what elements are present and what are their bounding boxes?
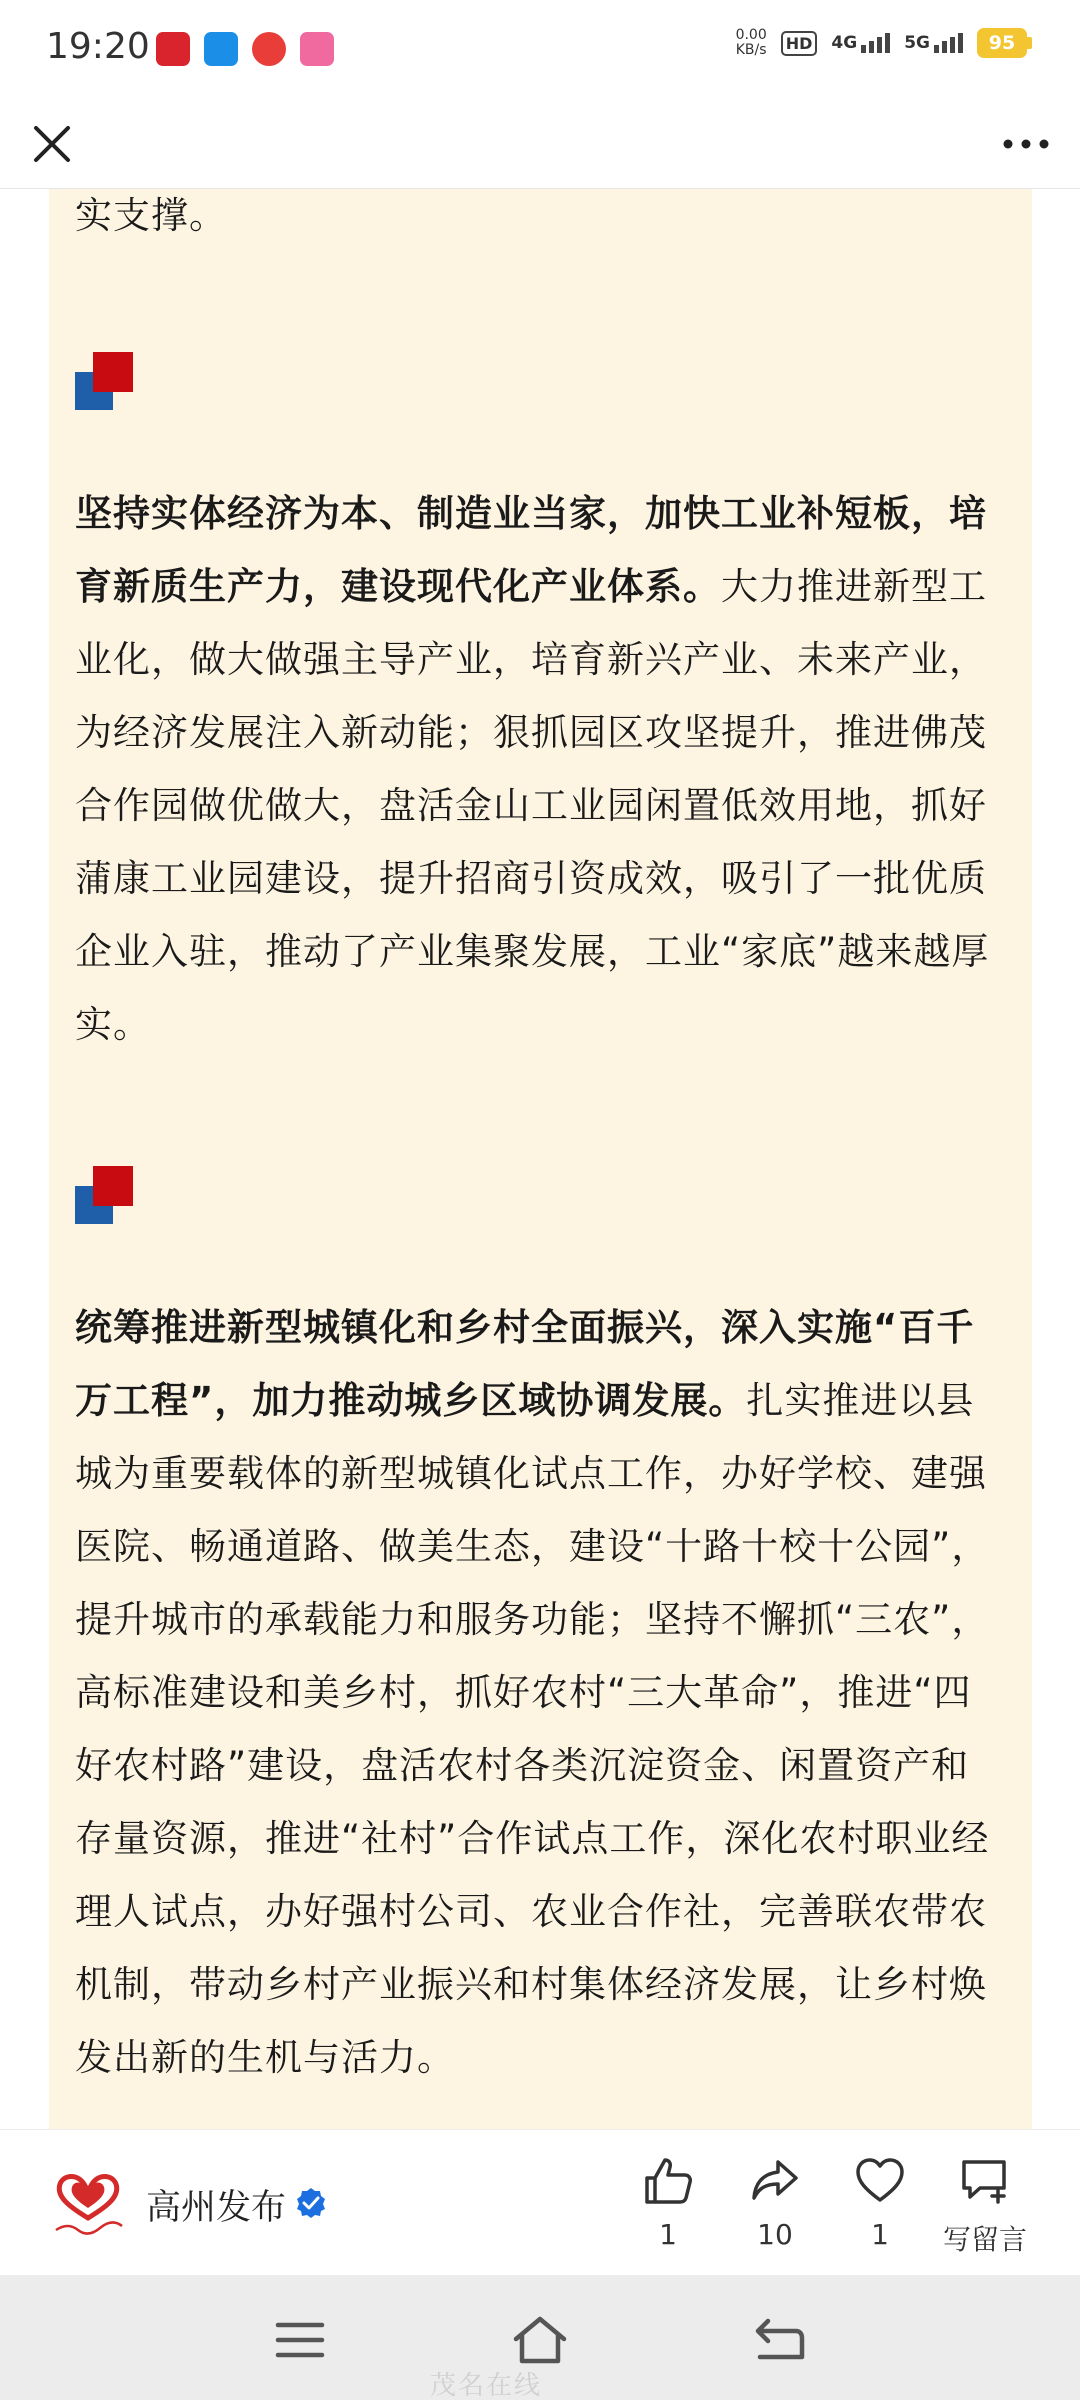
paragraph-urbanization (75, 1291, 1005, 2094)
paragraph-industry (75, 477, 1005, 1061)
paragraph-top: 实支撑。 (75, 194, 227, 237)
top-nav-bar (0, 100, 1080, 189)
status-time: 19:20 (46, 26, 150, 67)
account-name[interactable]: 高州发布 (146, 2188, 287, 2228)
hd-badge: HD (781, 31, 818, 56)
signal-4g-label: 4G (831, 33, 858, 53)
menu-icon[interactable] (270, 2313, 330, 2367)
watermark: 茂名在线 (430, 2371, 543, 2401)
heading-urbanization: 统筹推进新型城镇化和乡村全面振兴，深入实施“百千万工程”，加力推动城乡区域协调发展。 (75, 1306, 975, 1422)
net-speed-unit: KB/s (735, 42, 767, 58)
signal-5g (904, 33, 963, 53)
back-icon[interactable] (750, 2313, 810, 2367)
heart-icon (853, 2154, 907, 2208)
section-marker-icon (75, 1166, 133, 1226)
app-notification-icon (252, 32, 286, 66)
home-icon[interactable] (510, 2313, 570, 2367)
article-body (49, 189, 1032, 2129)
share-count: 10 (757, 2218, 793, 2251)
write-comment-button[interactable] (930, 2154, 1040, 2258)
body-industry: 大力推进新型工业化，做大做强主导产业，培育新兴产业、未来产业，为经济发展注入新动能；狠抓园区攻坚提升，推进佛茂合作园做优做大，盘活金山工业园闲置低效用地，抓好蒲康工业园建设，提升招商引资成效，吸引了一批优质企业入驻，推动了产业集聚发展，工业“家底”越来越厚实。 (75, 565, 990, 1046)
signal-5g-label: 5G (904, 33, 930, 53)
app-notification-icon (204, 32, 238, 66)
app-notification-icon (300, 32, 334, 66)
app-notification-icon (156, 32, 190, 66)
more-options-button[interactable] (994, 116, 1058, 172)
bottom-action-bar (0, 2129, 1080, 2276)
favorite-count: 1 (871, 2218, 889, 2251)
article-content (75, 189, 1005, 2094)
system-icons (736, 28, 1032, 58)
more-icon (994, 116, 1058, 172)
thumbs-up-icon (641, 2154, 695, 2208)
signal-4g (831, 33, 890, 53)
favorite-button[interactable] (825, 2154, 935, 2251)
comment-icon (958, 2154, 1012, 2208)
section-marker-icon (75, 352, 133, 412)
notification-icons (156, 32, 334, 66)
like-button[interactable] (613, 2154, 723, 2251)
like-count: 1 (659, 2218, 677, 2251)
net-speed (736, 28, 767, 58)
share-button[interactable] (720, 2154, 830, 2251)
signal-bars-icon (934, 33, 963, 53)
signal-bars-icon (861, 33, 890, 53)
account-logo[interactable] (48, 2168, 128, 2238)
write-comment-label: 写留言 (942, 2223, 1027, 2256)
share-icon (748, 2154, 802, 2208)
battery-icon (977, 28, 1032, 58)
heading-industry: 坚持实体经济为本、制造业当家，加快工业补短板，培育新质生产力，建设现代化产业体系。 (75, 492, 987, 608)
net-speed-value: 0.00 (735, 27, 767, 43)
status-bar (0, 0, 1080, 100)
verified-badge-icon (295, 2187, 327, 2219)
close-button[interactable] (24, 116, 80, 172)
battery-level: 95 (977, 28, 1027, 58)
body-urbanization: 扎实推进以县城为重要载体的新型城镇化试点工作，办好学校、建强医院、畅通道路、做美生态，建设“十路十校十公园”，提升城市的承载能力和服务功能；坚持不懈抓“三农”，高标准建设和美乡村，抓好农村“三大革命”，推进“四好农村路”建设，盘活农村各类沉淀资金、闲置资产和存量资源，推进“社村”合作试点工作，深化农村职业经理人试点，办好强村公司、农业合作社，完善联农带农机制，带动乡村产业振兴和村集体经济发展，让乡村焕发出新的生机与活力。 (75, 1379, 990, 2079)
close-icon (24, 116, 80, 172)
system-navigation-bar (0, 2275, 1080, 2400)
